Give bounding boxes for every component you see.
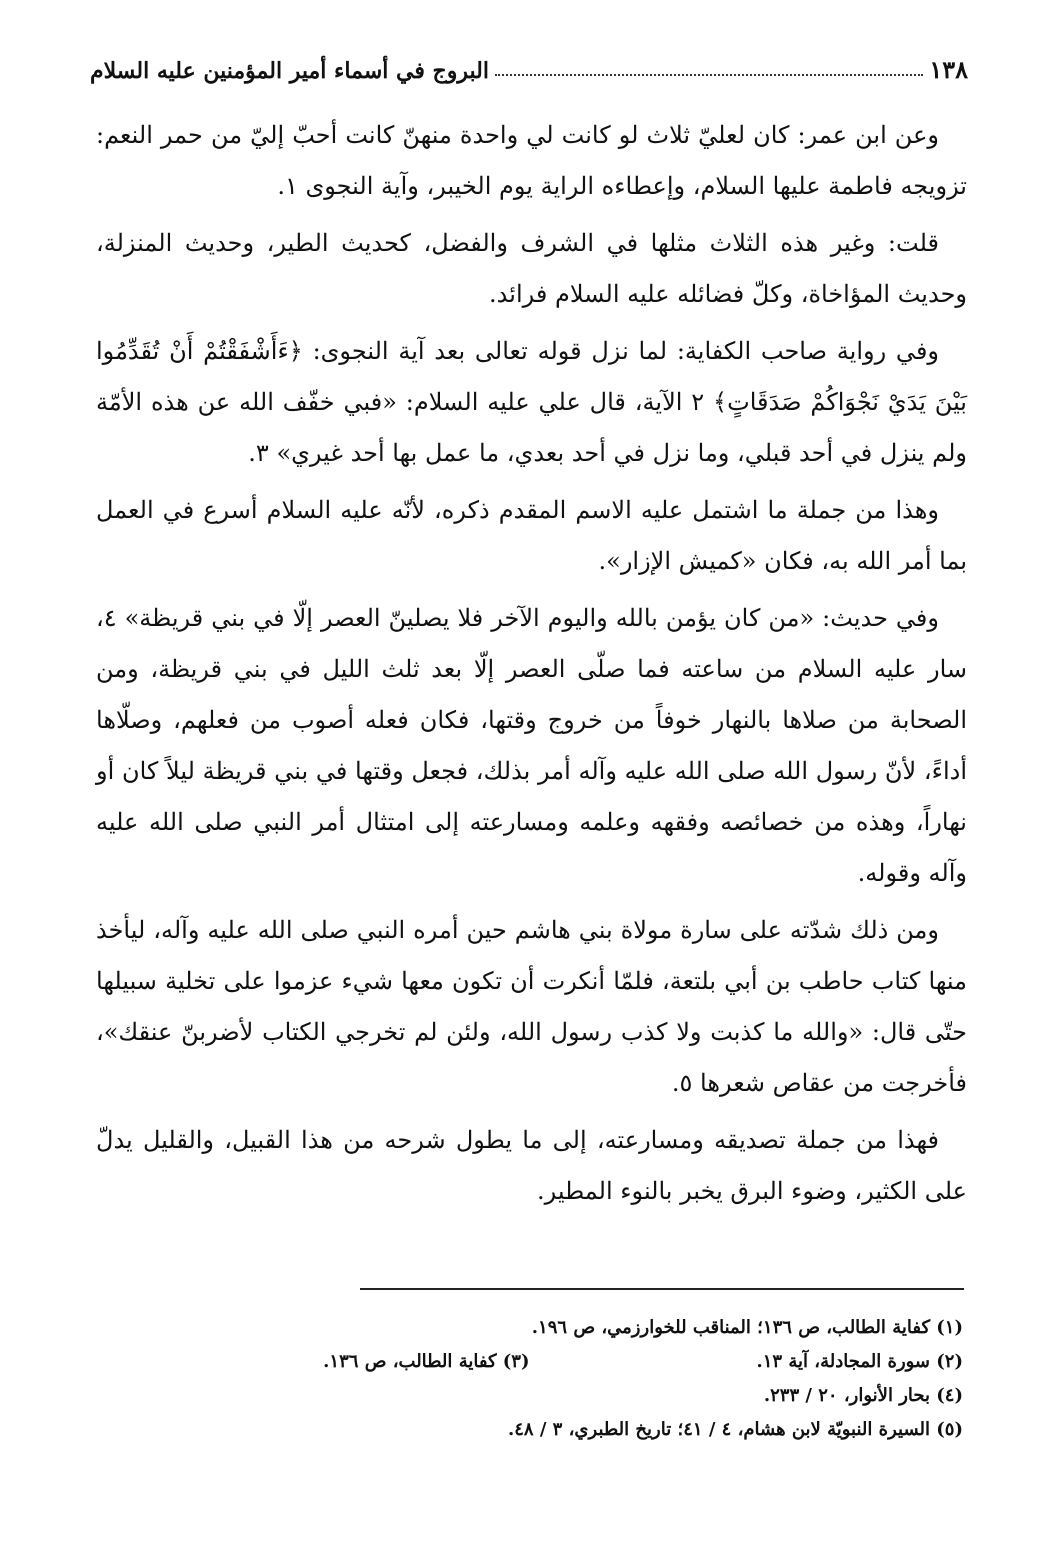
paragraph-1: وعن ابن عمر: كان لعليّ ثلاث لو كانت لي واحدة منهنّ كانت أحبّ إليّ من حمر النعم: تزويجه فاطمة عليها السلام، وإعطاءه الراية يوم الخيبر، وآية النجوى ١. — [96, 121, 967, 200]
footnote-3: (٣) كفاية الطالب، ص ١٣٦. — [323, 1351, 530, 1372]
paragraph-6: ومن ذلك شدّته على سارة مولاة بني هاشم حين أمره النبي صلى الله عليه وآله، ليأخذ منها كتاب حاطب بن أبي بلتعة، فلمّا أنكرت أن تكون معها شيء عزموا على تخلية سبيلها حتّى قال: «والله ما كذبت ولا كذب رسول الله، ولئن لم تخرجي الكتاب لأضربنّ عنقك»، فأخرجت من عقاص شعرها ٥. — [96, 916, 967, 1097]
paragraph-3: وفي رواية صاحب الكفاية: لما نزل قوله تعالى بعد آية النجوى: ﴿ءَأَشْفَقْتُمْ أَنْ تُقَدِّمُوا بَيْنَ يَدَيْ نَجْوَاكُمْ صَدَقَاتٍ﴾ ٢ الآية، قال علي عليه السلام: «فبي خفّف الله عن هذه الأمّة ولم ينزل في أحد قبلي، وما نزل في أحد بعدي، ما عمل بها أحد غيري» ٣. — [96, 337, 967, 467]
running-header — [90, 40, 968, 84]
footnote-divider — [360, 1288, 964, 1290]
main-text — [96, 110, 967, 1223]
paragraph-5: وفي حديث: «من كان يؤمن بالله واليوم الآخر فلا يصلينّ العصر إلّا في بني قريظة» ٤، سار عليه السلام من ساعته فما صلّى العصر إلّا بعد ثلث الليل في بني قريظة، ومن الصحابة من صلاها بالنهار خوفاً من خروج وقتها، فكان فعله أصوب من فعلهم، وصلّاها أداءً، لأنّ رسول الله صلى الله عليه وآله أمر بذلك، فجعل وقتها في بني قريظة ليلاً كان أو نهاراً، وهذه من خصائصه وفقهه وعلمه ومسارعته إلى امتثال أمر النبي صلى الله عليه وآله وقوله. — [96, 604, 967, 887]
paragraph-2: قلت: وغير هذه الثلاث مثلها في الشرف والفضل، كحديث الطير، وحديث المنزلة، وحديث المؤاخاة، وكلّ فضائله عليه السلام فرائد. — [96, 229, 967, 308]
footnote-2: (٢) سورة المجادلة، آية ١٣. — [756, 1351, 963, 1372]
footnote-1: (١) كفاية الطالب، ص ١٣٦؛ المناقب للخوارزمي، ص ١٩٦. — [531, 1317, 963, 1338]
header-leader-dots — [495, 74, 923, 76]
footnote-row-2-3 — [96, 1350, 963, 1374]
page-number: ١٣٨ — [929, 55, 968, 84]
book-title: البروج في أسماء أمير المؤمنين عليه السلام — [90, 58, 489, 84]
footnote-4: (٤) بحار الأنوار، ٢٠ / ٢٣٣. — [763, 1385, 963, 1406]
paragraph-7: فهذا من جملة تصديقه ومسارعته، إلى ما يطول شرحه من هذا القبيل، والقليل يدلّ على الكثير، وضوء البرق يخبر بالنوء المطير. — [96, 1126, 967, 1205]
footnote-5: (٥) السيرة النبويّة لابن هشام، ٤ / ٤١؛ تاريخ الطبري، ٣ / ٤٨. — [507, 1419, 963, 1440]
paragraph-4: وهذا من جملة ما اشتمل عليه الاسم المقدم ذكره، لأنّه عليه السلام أسرع في العمل بما أمر الله به، فكان «كميش الإزار». — [96, 496, 967, 575]
